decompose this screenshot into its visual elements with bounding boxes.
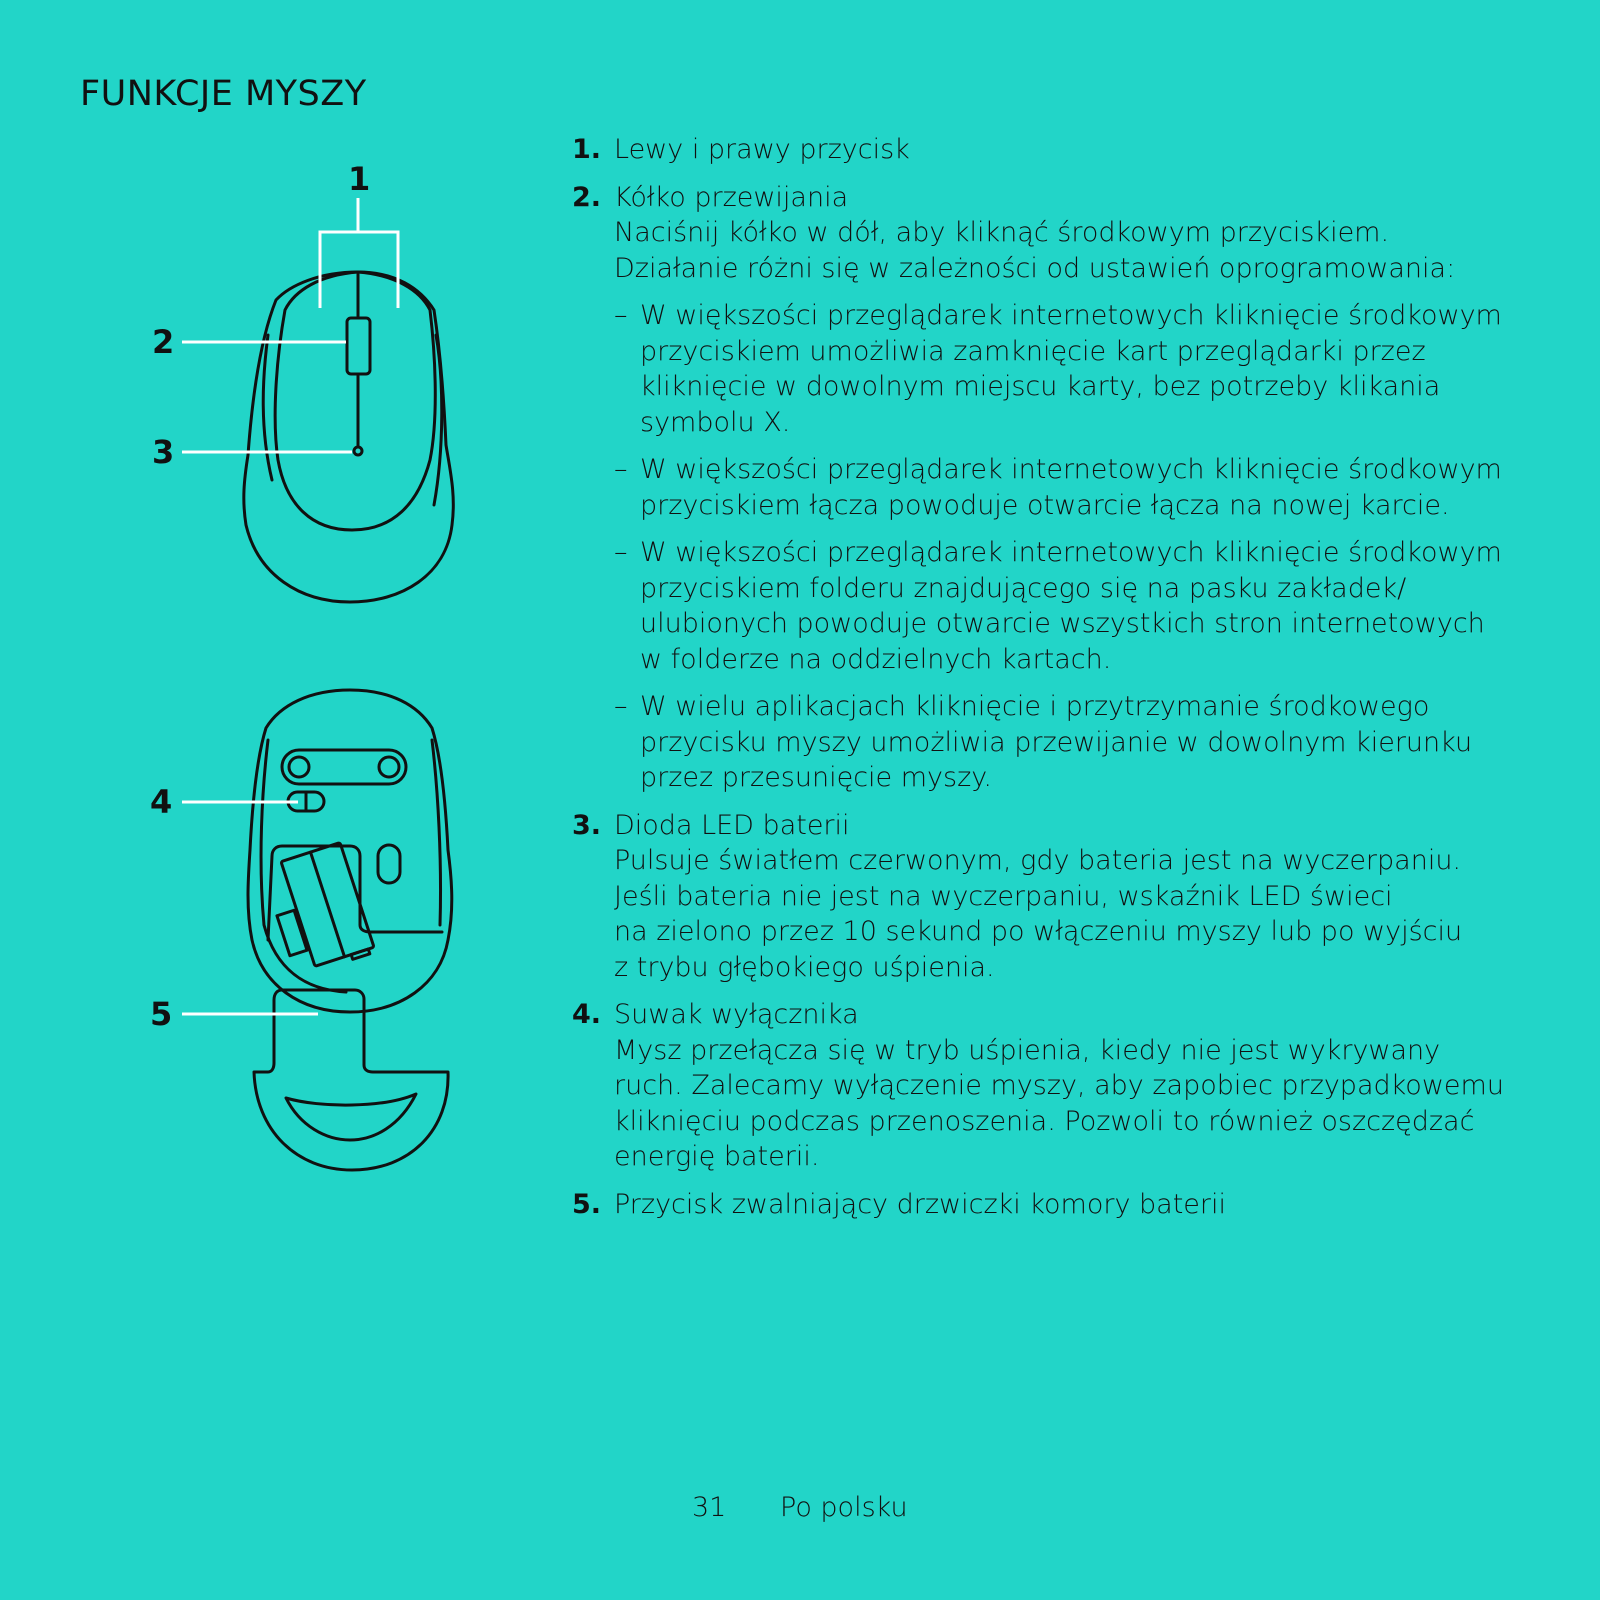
callout-5: 5 [150, 995, 173, 1033]
bullet-dash: – [614, 300, 628, 331]
feature-description: Naciśnij kółko w dół, aby kliknąć środkowym przyciskiem. Działanie różni się w zależności od ustawień oprogramowania: [614, 217, 1456, 284]
bullet-dash: – [614, 691, 628, 722]
feature-title: Przycisk zwalniający drzwiczki komory baterii [614, 1188, 1226, 1220]
feature-number: 3. [572, 809, 602, 841]
mouse-top-view [244, 272, 453, 602]
sensor-window [378, 845, 400, 883]
feature-description: Mysz przełącza się w tryb uśpienia, kiedy nie jest wykrywany ruch. Zalecamy wyłączenie myszy, aby zapobiec przypadkowemu kliknięciu podczas przenoszenia. Pozwoli to również oszczędzać energię baterii. [614, 1034, 1504, 1172]
mouse-top-inner-shell [275, 272, 435, 530]
bullet-text: W większości przeglądarek internetowych kliknięcie środkowym przyciskiem umożliwia zamknięcie kart przeglądarki przez kliknięcie w dowolnym miejscu karty, bez potrzeby klikania symbolu X. [640, 300, 1502, 438]
feature-item-2 [572, 180, 1572, 796]
callout-2: 2 [152, 323, 175, 361]
receiver-slot [277, 910, 307, 956]
bullet-text: W większości przeglądarek internetowych kliknięcie środkowym przyciskiem łącza powoduje otwarcie łącza na nowej karcie. [640, 454, 1502, 521]
glide-pad [282, 750, 406, 784]
feature-item-3 [572, 808, 1572, 986]
mouse-illustration [0, 0, 560, 1200]
mouse-bottom-outline [248, 690, 452, 1012]
battery-door-grip [286, 1094, 416, 1140]
mouse-top-side-grip-left [263, 335, 272, 480]
bullet-dash: – [614, 454, 628, 485]
feature-number: 1. [572, 134, 602, 165]
bullet-item [614, 535, 1572, 677]
bullet-item [614, 298, 1572, 440]
feature-item-4 [572, 997, 1572, 1175]
callout-3: 3 [152, 433, 175, 471]
feature-item-1 [572, 132, 1572, 168]
feature-title: Lewy i prawy przycisk [614, 134, 910, 165]
bullet-text: W większości przeglądarek internetowych kliknięcie środkowym przyciskiem folderu znajdującego się na pasku zakładek/ ulubionych powoduje otwarcie wszystkich stron internetowych w folderze na oddzielnych kartach. [640, 537, 1502, 675]
feature-number: 2. [572, 181, 602, 213]
mouse-bottom-inner-outline [261, 740, 346, 992]
feature-description: Pulsuje światłem czerwonym, gdy bateria jest na wyczerpaniu. Jeśli bateria nie jest na wyczerpaniu, wskaźnik LED świeci na zielono przez 10 sekund po włączeniu myszy lub po wyjściu z trybu głębokiego uśpienia. [614, 845, 1463, 983]
feature-item-5 [572, 1187, 1572, 1223]
feature-number: 5. [572, 1188, 602, 1220]
led-dot [354, 447, 362, 455]
callout-4: 4 [150, 783, 173, 821]
page-title: FUNKCJE MYSZY [80, 74, 367, 114]
bullet-item [614, 689, 1572, 796]
scroll-wheel [347, 318, 370, 374]
page-number: 31 [692, 1492, 727, 1523]
bullet-item [614, 452, 1572, 523]
language-label: Po polsku [780, 1492, 908, 1523]
feature-title: Suwak wyłącznika [614, 999, 859, 1030]
feature-list [572, 132, 1572, 1234]
battery-door [254, 990, 448, 1170]
feature-title: Kółko przewijania [614, 181, 849, 213]
feature-title: Dioda LED baterii [614, 809, 850, 841]
bullet-dash: – [614, 537, 628, 568]
feature-number: 4. [572, 999, 602, 1030]
callout-1: 1 [348, 160, 371, 198]
mouse-bottom-view [248, 690, 452, 1170]
bullet-text: W wielu aplikacjach kliknięcie i przytrzymanie środkowego przycisku myszy umożliwia przewijanie w dowolnym kierunku przez przesunięcie myszy. [640, 691, 1473, 793]
